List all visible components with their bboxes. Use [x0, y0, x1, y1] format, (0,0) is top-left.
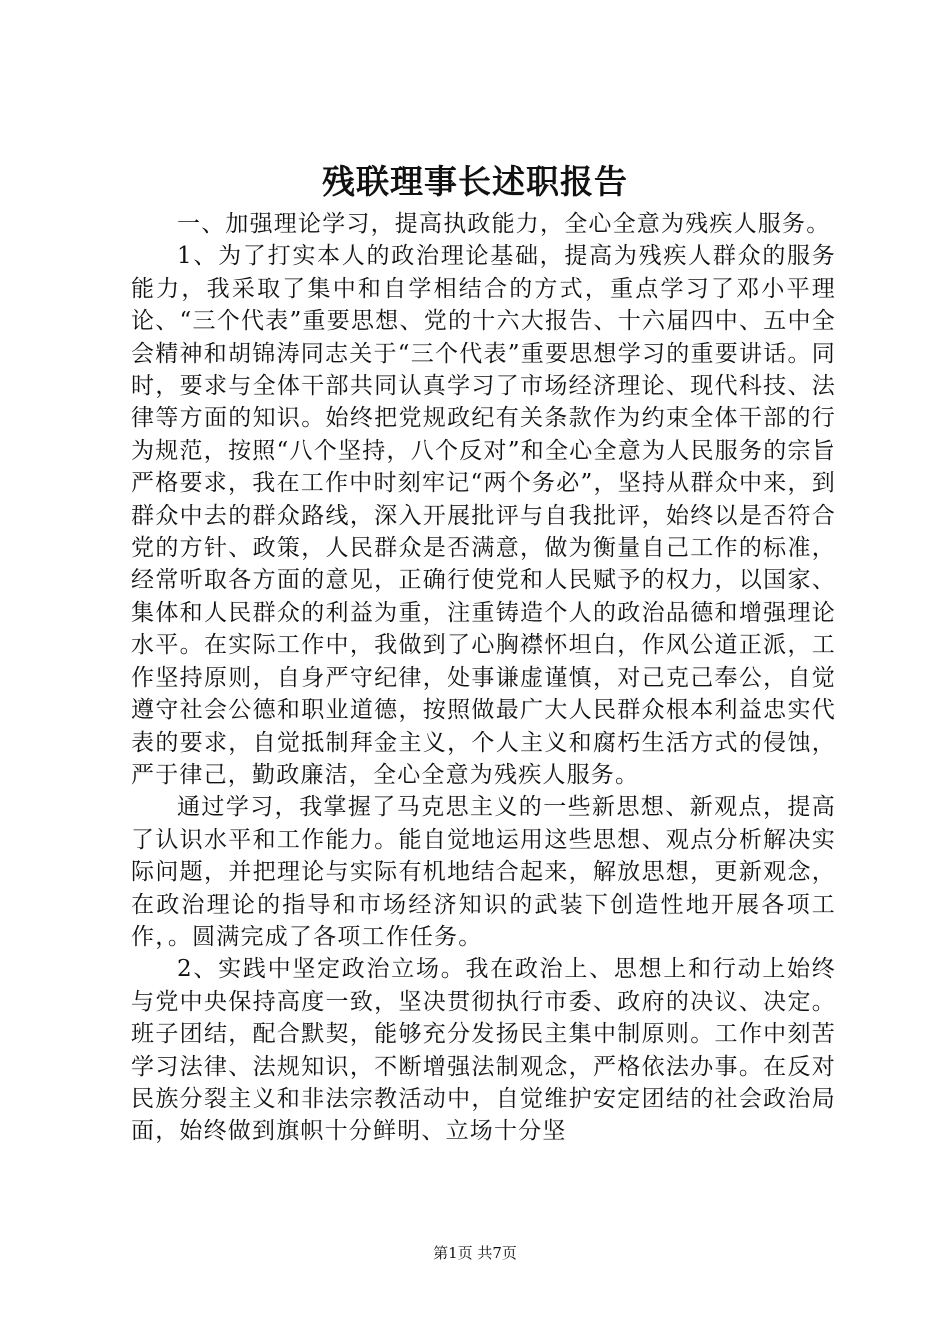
document-title: 残联理事长述职报告 — [322, 162, 628, 201]
page-footer: 第1页 共7页 — [433, 1244, 517, 1262]
paragraph-section-heading: 一、加强理论学习，提高执政能力，全心全意为残疾人服务。 — [177, 211, 831, 237]
paragraph-learning-outcome: 通过学习，我掌握了马克思主义的一些新思想、新观点，提高了认识水平和工作能力。能自觉地运用这些思想、观点分析解决实际问题，并把理论与实际有机地结合起来，解放思想，更新观念，在政治理论的指导和市场经济知识的武装下创造性地开展各项工作，。圆满完成了各项工作任务。 — [131, 794, 836, 950]
paragraph-political-stance: 2、实践中坚定政治立场。我在政治上、思想上和行动上始终与党中央保持高度一致，坚决贯彻执行市委、政府的决议、决定。班子团结，配合默契，能够充分发扬民主集中制原则。工作中刻苦学习法律、法规知识，不断增强法制观念，严格依法办事。在反对民族分裂主义和非法宗教活动中，自觉维护安定团结的社会政治局面，始终做到旗帜十分鲜明、立场十分坚 — [131, 956, 836, 1145]
document-body — [131, 208, 836, 1148]
paragraph-theory-study: 1、为了打实本人的政治理论基础，提高为残疾人群众的服务能力，我采取了集中和自学相结合的方式，重点学习了邓小平理论、“三个代表”重要思想、党的十六大报告、十六届四中、五中全会精神和胡锦涛同志关于“三个代表”重要思想学习的重要讲话。同时，要求与全体干部共同认真学习了市场经济理论、现代科技、法律等方面的知识。始终把党规政纪有关条款作为约束全体干部的行为规范，按照“八个坚持，八个反对”和全心全意为人民服务的宗旨严格要求，我在工作中时刻牢记“两个务必”，坚持从群众中来，到群众中去的群众路线，深入开展批评与自我批评，始终以是否符合党的方针、政策，人民群众是否满意，做为衡量自己工作的标准，经常听取各方面的意见，正确行使党和人民赋予的权力，以国家、集体和人民群众的利益为重，注重铸造个人的政治品德和增强理论水平。在实际工作中，我做到了心胸襟怀坦白，作风公道正派，工作坚持原则，自身严守纪律，处事谦虚谨慎，对己克己奉公，自觉遵守社会公德和职业道德，按照做最广大人民群众根本利益忠实代表的要求，自觉抵制拜金主义，个人主义和腐朽生活方式的侵蚀，严于律己，勤政廉洁，全心全意为残疾人服务。 — [131, 243, 836, 788]
